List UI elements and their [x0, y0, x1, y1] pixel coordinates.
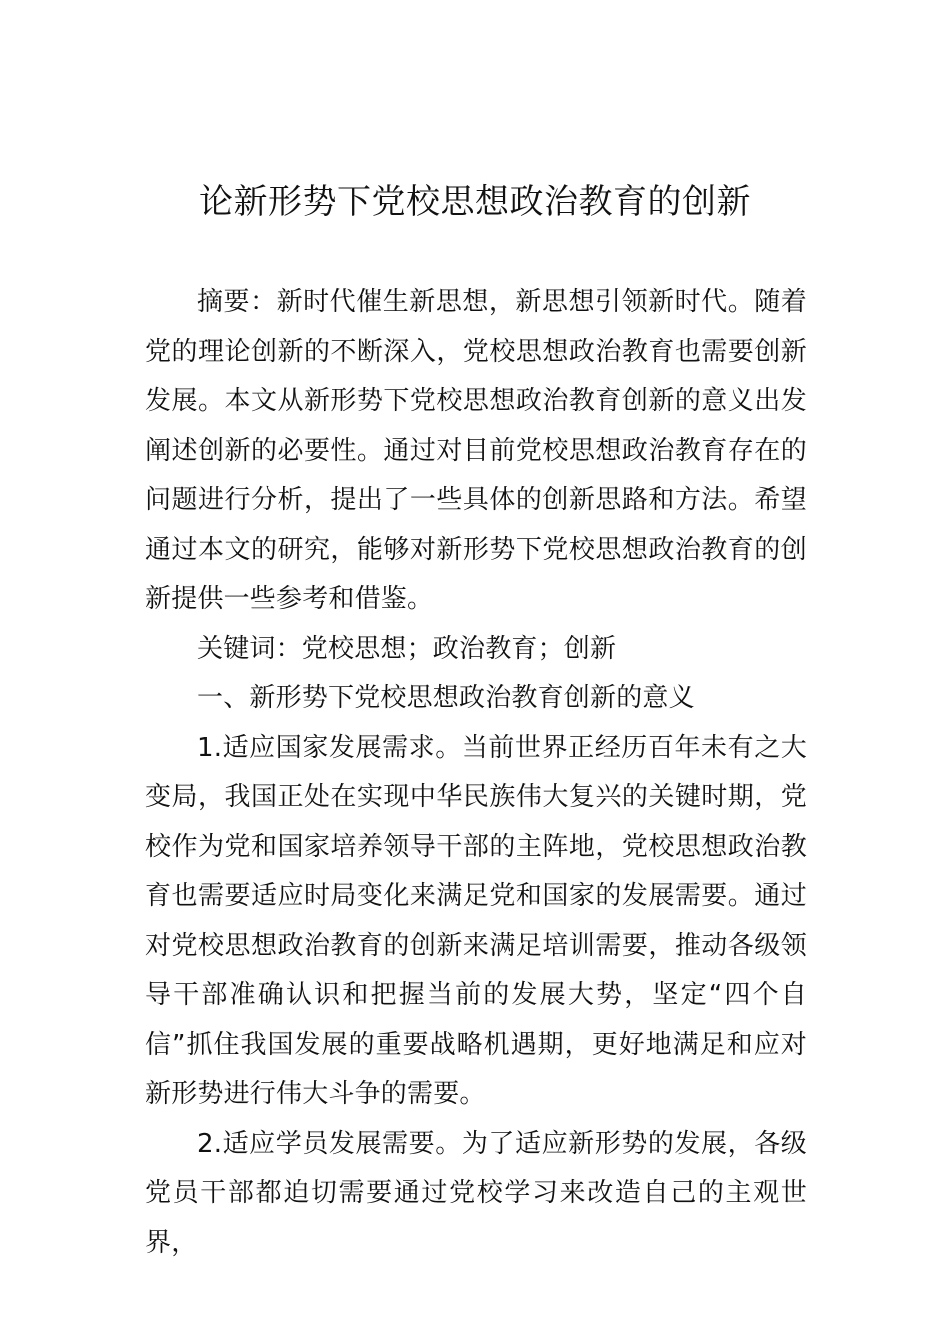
body-paragraph-1: 1.适应国家发展需求。当前世界正经历百年未有之大变局，我国正处在实现中华民族伟大复兴的关键时期，党校作为党和国家培养领导干部的主阵地，党校思想政治教育也需要适应时局变化来满足党和国家的发展需要。通过对党校思想政治教育的创新来满足培训需要，推动各级领导干部准确认识和把握当前的发展大势，坚定“四个自信”抓住我国发展的重要战略机遇期，更好地满足和应对新形势进行伟大斗争的需要。: [145, 732, 807, 1109]
document-body: [145, 278, 807, 1268]
section-heading: 一、新形势下党校思想政治教育创新的意义: [197, 683, 695, 713]
keywords-line: 关键词：党校思想；政治教育；创新: [197, 633, 617, 664]
body-paragraph-2: 2.适应学员发展需要。为了适应新形势的发展，各级党员干部都迫切需要通过党校学习来改造自己的主观世界，: [145, 1128, 807, 1258]
document-title: 论新形势下党校思想政治教育的创新: [199, 182, 751, 222]
abstract-paragraph: 摘要：新时代催生新思想，新思想引领新时代。随着党的理论创新的不断深入，党校思想政治教育也需要创新发展。本文从新形势下党校思想政治教育创新的意义出发阐述创新的必要性。通过对目前党校思想政治教育存在的问题进行分析，提出了一些具体的创新思路和方法。希望通过本文的研究，能够对新形势下党校思想政治教育的创新提供一些参考和借鉴。: [145, 287, 807, 614]
